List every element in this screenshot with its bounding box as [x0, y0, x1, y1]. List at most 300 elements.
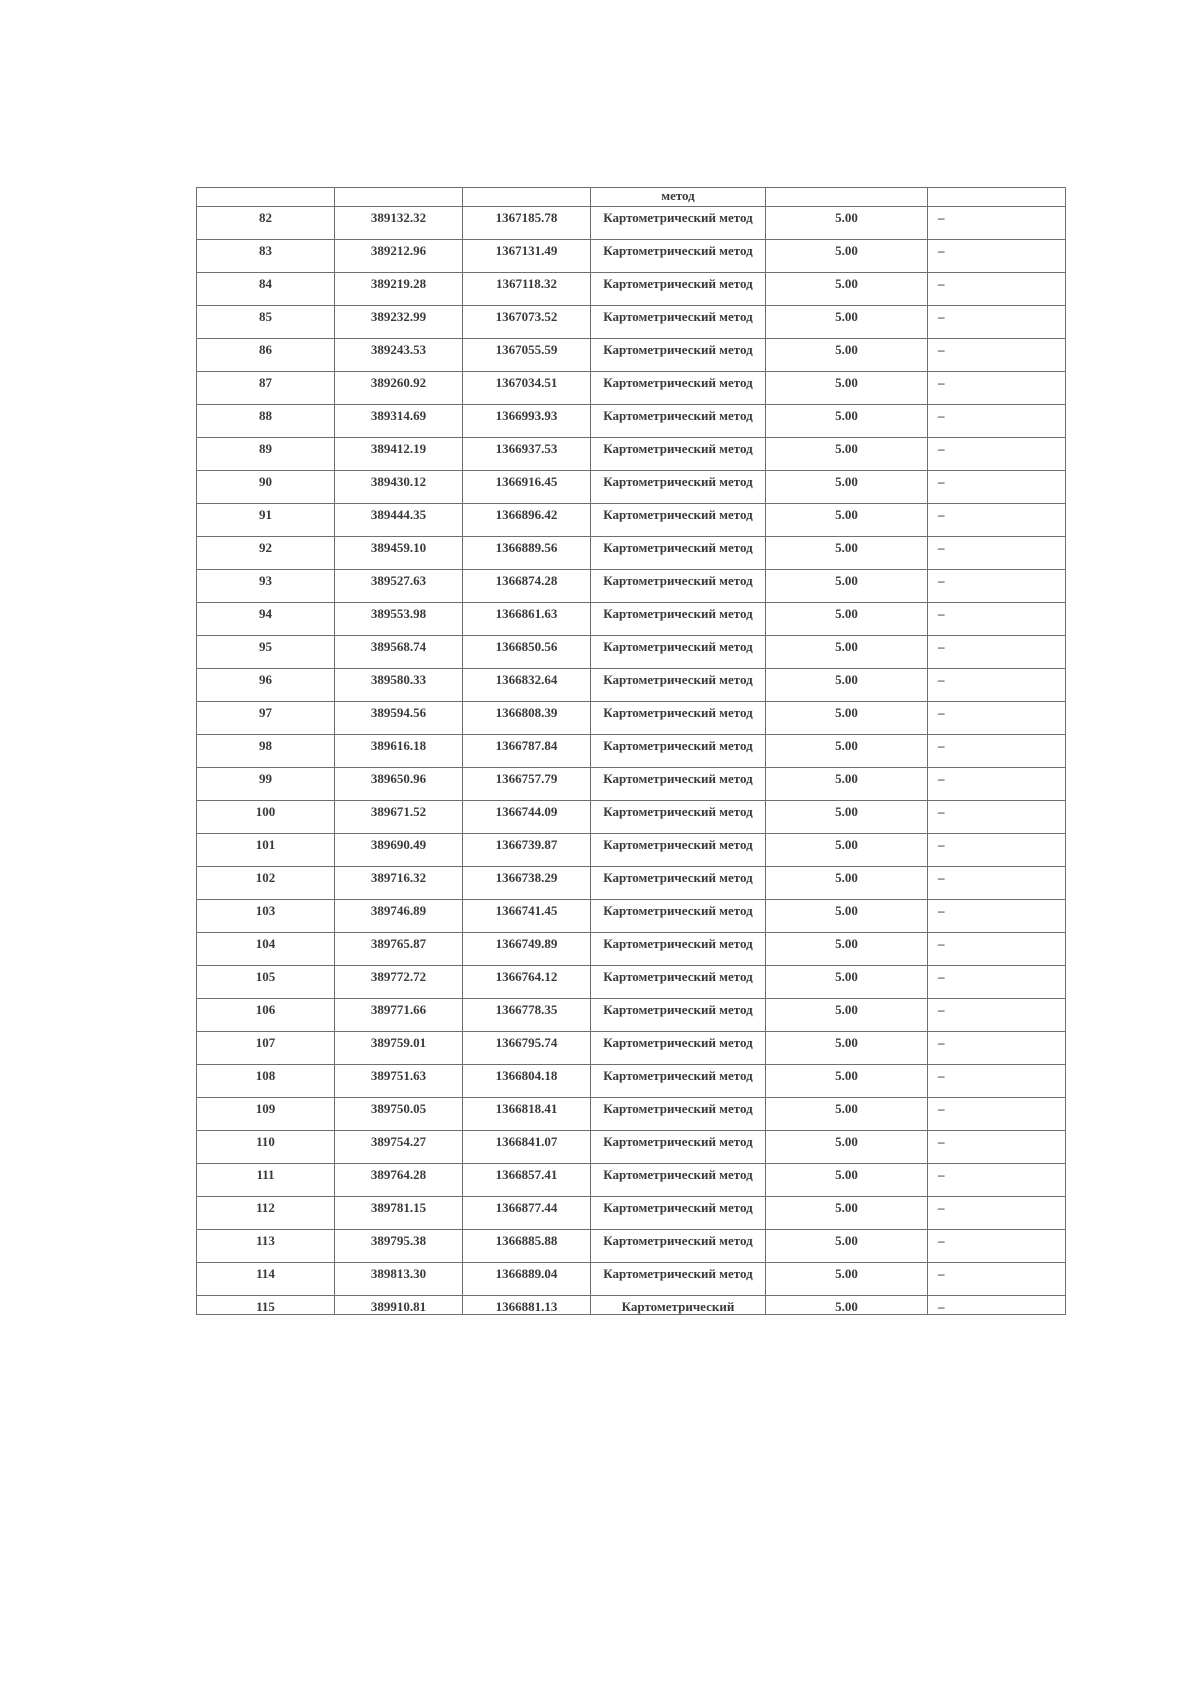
cell-x-text: 389690.49	[370, 837, 427, 852]
cell-x-text: 389671.52	[370, 804, 427, 819]
cell-method-text: Картометрический метод	[603, 1266, 753, 1281]
cell-precision-text: 5.00	[835, 804, 858, 819]
cell-description-text: –	[938, 804, 945, 819]
cell-y-text: 1366749.89	[495, 936, 558, 951]
cell-precision	[766, 933, 928, 966]
cell-y-text: 1366937.53	[495, 441, 558, 456]
table-row	[197, 702, 1066, 735]
cell-precision-text: 5.00	[835, 441, 858, 456]
cell-y	[463, 188, 591, 207]
cell-point-number-text: 96	[259, 672, 272, 687]
cell-x-text: 389580.33	[370, 672, 427, 687]
cell-precision	[766, 1131, 928, 1164]
cell-point-number	[197, 1263, 335, 1296]
cell-description-text: –	[938, 210, 945, 225]
cell-x	[335, 966, 463, 999]
cell-description	[928, 933, 1066, 966]
cell-precision-text: 5.00	[835, 1167, 858, 1182]
cell-point-number	[197, 933, 335, 966]
table-row	[197, 1164, 1066, 1197]
cell-x	[335, 1098, 463, 1131]
cell-method	[591, 207, 766, 240]
table-row	[197, 339, 1066, 372]
table-row	[197, 669, 1066, 702]
cell-precision-text: 5.00	[835, 1101, 858, 1116]
cell-x	[335, 438, 463, 471]
cell-description	[928, 1296, 1066, 1315]
cell-x	[335, 372, 463, 405]
cell-description	[928, 966, 1066, 999]
cell-point-number	[197, 636, 335, 669]
cell-point-number-text: 112	[256, 1200, 275, 1215]
cell-method	[591, 537, 766, 570]
table-row	[197, 504, 1066, 537]
cell-method	[591, 438, 766, 471]
cell-method-text: Картометрический метод	[603, 1233, 753, 1248]
cell-point-number-text: 104	[255, 936, 276, 951]
cell-method	[591, 1131, 766, 1164]
cell-point-number-text: 110	[256, 1134, 275, 1149]
cell-method-text: Картометрический метод	[603, 969, 753, 984]
cell-x-text: 389568.74	[370, 639, 427, 654]
cell-description	[928, 999, 1066, 1032]
cell-point-number	[197, 1131, 335, 1164]
cell-y-text: 1366739.87	[495, 837, 558, 852]
cell-method-text: Картометрический метод	[603, 276, 753, 291]
table-row	[197, 405, 1066, 438]
cell-description	[928, 504, 1066, 537]
cell-precision-text: 5.00	[835, 474, 858, 489]
cell-method-text: Картометрический метод	[603, 408, 753, 423]
cell-point-number-text: 82	[259, 210, 272, 225]
cell-x	[335, 1197, 463, 1230]
cell-method-text: Картометрический метод	[603, 1167, 753, 1182]
cell-point-number	[197, 273, 335, 306]
cell-method	[591, 834, 766, 867]
cell-precision-text: 5.00	[835, 1200, 858, 1215]
cell-description-text: –	[938, 474, 945, 489]
cell-point-number	[197, 834, 335, 867]
cell-method-text: Картометрический метод	[603, 1035, 753, 1050]
cell-method	[591, 273, 766, 306]
cell-y-text: 1366841.07	[495, 1134, 558, 1149]
cell-description-text: –	[938, 705, 945, 720]
cell-description	[928, 1032, 1066, 1065]
cell-method	[591, 669, 766, 702]
cell-description	[928, 1098, 1066, 1131]
cell-point-number	[197, 1197, 335, 1230]
cell-x	[335, 240, 463, 273]
cell-precision-text: 5.00	[835, 738, 858, 753]
cell-description	[928, 603, 1066, 636]
table-row	[197, 1065, 1066, 1098]
cell-x-text: 389430.12	[370, 474, 427, 489]
table-row	[197, 801, 1066, 834]
cell-method	[591, 372, 766, 405]
cell-x	[335, 933, 463, 966]
cell-precision	[766, 273, 928, 306]
cell-method	[591, 768, 766, 801]
coordinates-table	[196, 187, 1066, 1315]
cell-description	[928, 207, 1066, 240]
cell-x-text: 389772.72	[370, 969, 427, 984]
cell-description-text: –	[938, 1266, 945, 1281]
cell-description	[928, 867, 1066, 900]
cell-y-text: 1366896.42	[495, 507, 558, 522]
cell-x-text: 389459.10	[370, 540, 427, 555]
cell-x-text: 389527.63	[370, 573, 427, 588]
cell-y-text: 1366889.04	[495, 1266, 558, 1281]
cell-point-number-text: 108	[255, 1068, 276, 1083]
cell-point-number	[197, 603, 335, 636]
cell-description-text: –	[938, 969, 945, 984]
cell-precision-text: 5.00	[835, 936, 858, 951]
cell-description	[928, 1197, 1066, 1230]
cell-description	[928, 570, 1066, 603]
cell-x-text: 389444.35	[370, 507, 427, 522]
cell-description-text: –	[938, 738, 945, 753]
cell-point-number	[197, 999, 335, 1032]
cell-point-number	[197, 669, 335, 702]
cell-description	[928, 1065, 1066, 1098]
cell-y	[463, 273, 591, 306]
cell-precision	[766, 603, 928, 636]
cell-method	[591, 1296, 766, 1315]
cell-x	[335, 405, 463, 438]
table-row	[197, 636, 1066, 669]
cell-y-text: 1366808.39	[495, 705, 558, 720]
cell-y-text: 1366744.09	[495, 804, 558, 819]
cell-y	[463, 570, 591, 603]
cell-point-number	[197, 1164, 335, 1197]
cell-method	[591, 1032, 766, 1065]
table-row-continued	[197, 188, 1066, 207]
cell-description	[928, 1230, 1066, 1263]
cell-method-text: Картометрический метод	[603, 342, 753, 357]
cell-x	[335, 504, 463, 537]
cell-point-number	[197, 1065, 335, 1098]
cell-precision	[766, 188, 928, 207]
cell-method-text: Картометрический метод	[603, 309, 753, 324]
cell-y-text: 1366738.29	[495, 870, 558, 885]
cell-description-text: –	[938, 771, 945, 786]
cell-point-number-text: 83	[259, 243, 272, 258]
cell-description	[928, 1131, 1066, 1164]
cell-y	[463, 504, 591, 537]
cell-x-text: 389594.56	[370, 705, 427, 720]
cell-y	[463, 240, 591, 273]
cell-point-number-text: 102	[255, 870, 276, 885]
cell-precision	[766, 207, 928, 240]
cell-precision	[766, 1164, 928, 1197]
cell-method	[591, 1164, 766, 1197]
cell-description	[928, 372, 1066, 405]
cell-method	[591, 999, 766, 1032]
cell-precision	[766, 537, 928, 570]
cell-y	[463, 603, 591, 636]
cell-y-text: 1366795.74	[495, 1035, 558, 1050]
cell-point-number-text: 107	[255, 1035, 276, 1050]
cell-x	[335, 471, 463, 504]
cell-description	[928, 702, 1066, 735]
cell-y-text: 1366881.13	[495, 1299, 558, 1314]
cell-method	[591, 405, 766, 438]
cell-precision-text: 5.00	[835, 969, 858, 984]
cell-precision-text: 5.00	[835, 243, 858, 258]
cell-method	[591, 1230, 766, 1263]
cell-description-text: –	[938, 276, 945, 291]
cell-precision	[766, 702, 928, 735]
cell-description-text: –	[938, 342, 945, 357]
cell-method-text: Картометрический метод	[603, 606, 753, 621]
cell-method: метод	[591, 188, 766, 207]
cell-description-text: –	[938, 903, 945, 918]
cell-y	[463, 801, 591, 834]
cell-description	[928, 834, 1066, 867]
cell-precision	[766, 1230, 928, 1263]
cell-y	[463, 834, 591, 867]
table-row	[197, 471, 1066, 504]
cell-precision-text: 5.00	[835, 705, 858, 720]
cell-description-text: –	[938, 837, 945, 852]
cell-y-text: 1366778.35	[495, 1002, 558, 1017]
cell-y	[463, 405, 591, 438]
cell-point-number-text: 84	[259, 276, 272, 291]
cell-description	[928, 273, 1066, 306]
cell-description-text: –	[938, 1233, 945, 1248]
cell-precision-text: 5.00	[835, 210, 858, 225]
table-row	[197, 933, 1066, 966]
cell-x	[335, 636, 463, 669]
cell-point-number-text: 95	[259, 639, 272, 654]
cell-y	[463, 1164, 591, 1197]
cell-y	[463, 207, 591, 240]
cell-x	[335, 1263, 463, 1296]
cell-method-text: Картометрический метод	[603, 1002, 753, 1017]
table-row	[197, 1098, 1066, 1131]
cell-description-text: –	[938, 408, 945, 423]
cell-precision-text: 5.00	[835, 1035, 858, 1050]
cell-description-text: –	[938, 375, 945, 390]
cell-y-text: 1367055.59	[495, 342, 558, 357]
cell-x-text: 389243.53	[370, 342, 427, 357]
cell-x-text: 389553.98	[370, 606, 427, 621]
cell-y-text: 1367131.49	[495, 243, 558, 258]
cell-method-text: Картометрический метод	[603, 837, 753, 852]
cell-method-text: Картометрический метод	[603, 639, 753, 654]
cell-x	[335, 1164, 463, 1197]
cell-method-text: Картометрический метод	[603, 375, 753, 390]
cell-precision-text: 5.00	[835, 507, 858, 522]
cell-precision-text: 5.00	[835, 1299, 858, 1314]
cell-y-text: 1367118.32	[495, 276, 558, 291]
cell-method-text: Картометрический метод	[603, 210, 753, 225]
cell-x-text: 389412.19	[370, 441, 427, 456]
cell-method-text: Картометрический метод	[603, 705, 753, 720]
cell-precision-text: 5.00	[835, 1002, 858, 1017]
cell-y-text: 1367185.78	[495, 210, 558, 225]
cell-method-text: Картометрический метод	[603, 573, 753, 588]
cell-x-text: 389781.15	[370, 1200, 427, 1215]
cell-x-text: 389232.99	[370, 309, 427, 324]
cell-point-number-text: 97	[259, 705, 272, 720]
table-row	[197, 240, 1066, 273]
cell-precision-text: 5.00	[835, 276, 858, 291]
cell-precision	[766, 339, 928, 372]
cell-method-text: Картометрический	[621, 1299, 735, 1314]
cell-precision-text: 5.00	[835, 672, 858, 687]
cell-point-number	[197, 188, 335, 207]
table-row	[197, 999, 1066, 1032]
cell-y-text: 1366916.45	[495, 474, 558, 489]
cell-method	[591, 603, 766, 636]
table-row	[197, 306, 1066, 339]
cell-point-number-text: 114	[256, 1266, 275, 1281]
cell-point-number	[197, 372, 335, 405]
table-row	[197, 570, 1066, 603]
cell-precision	[766, 1065, 928, 1098]
cell-x	[335, 999, 463, 1032]
table-row	[197, 1032, 1066, 1065]
table-row	[197, 867, 1066, 900]
cell-method	[591, 1065, 766, 1098]
cell-point-number-text: 91	[259, 507, 272, 522]
cell-precision	[766, 966, 928, 999]
cell-point-number	[197, 306, 335, 339]
cell-description-text: –	[938, 309, 945, 324]
table-row	[197, 438, 1066, 471]
cell-x	[335, 669, 463, 702]
cell-method	[591, 1263, 766, 1296]
cell-method-text: Картометрический метод	[603, 903, 753, 918]
cell-method	[591, 471, 766, 504]
cell-method	[591, 504, 766, 537]
cell-point-number	[197, 900, 335, 933]
cell-point-number	[197, 1296, 335, 1315]
cell-y-text: 1366885.88	[495, 1233, 558, 1248]
cell-description	[928, 405, 1066, 438]
cell-description	[928, 669, 1066, 702]
cell-precision-text: 5.00	[835, 375, 858, 390]
cell-description-text: –	[938, 1200, 945, 1215]
cell-description-text: –	[938, 1167, 945, 1182]
cell-x-text: 389132.32	[370, 210, 427, 225]
cell-precision	[766, 240, 928, 273]
cell-y	[463, 1230, 591, 1263]
cell-point-number-text: 87	[259, 375, 272, 390]
cell-point-number-text: 109	[255, 1101, 276, 1116]
cell-precision-text: 5.00	[835, 606, 858, 621]
cell-point-number-text: 93	[259, 573, 272, 588]
cell-x	[335, 702, 463, 735]
cell-y-text: 1366850.56	[495, 639, 558, 654]
cell-x	[335, 1032, 463, 1065]
cell-y-text: 1366874.28	[495, 573, 558, 588]
cell-precision-text: 5.00	[835, 309, 858, 324]
cell-description	[928, 801, 1066, 834]
cell-precision-text: 5.00	[835, 1134, 858, 1149]
table-row	[197, 603, 1066, 636]
cell-y-text: 1366857.41	[495, 1167, 558, 1182]
cell-precision-text: 5.00	[835, 903, 858, 918]
cell-point-number-text: 101	[255, 837, 276, 852]
cell-y-text: 1367034.51	[495, 375, 558, 390]
cell-description-text: –	[938, 1134, 945, 1149]
cell-method-text: Картометрический метод	[603, 1134, 753, 1149]
cell-x-text: 389795.38	[370, 1233, 427, 1248]
cell-precision	[766, 900, 928, 933]
cell-description-text: –	[938, 870, 945, 885]
cell-method	[591, 867, 766, 900]
cell-method	[591, 735, 766, 768]
cell-y-text: 1366787.84	[495, 738, 558, 753]
cell-x-text: 389260.92	[370, 375, 427, 390]
cell-description-text: –	[938, 507, 945, 522]
cell-x	[335, 834, 463, 867]
cell-method-text: Картометрический метод	[603, 1068, 753, 1083]
cell-precision-text: 5.00	[835, 408, 858, 423]
cell-point-number-text: 88	[259, 408, 272, 423]
cell-method	[591, 636, 766, 669]
cell-y	[463, 735, 591, 768]
table-row	[197, 207, 1066, 240]
cell-method-text: Картометрический метод	[603, 804, 753, 819]
cell-method	[591, 900, 766, 933]
cell-y-text: 1366993.93	[495, 408, 558, 423]
cell-point-number-text: 92	[259, 540, 272, 555]
cell-x-text: 389754.27	[370, 1134, 427, 1149]
cell-description	[928, 306, 1066, 339]
cell-description	[928, 1164, 1066, 1197]
cell-x	[335, 768, 463, 801]
cell-description	[928, 240, 1066, 273]
cell-precision	[766, 1296, 928, 1315]
cell-point-number	[197, 1032, 335, 1065]
cell-description-text: –	[938, 540, 945, 555]
cell-y-text: 1366804.18	[495, 1068, 558, 1083]
cell-method	[591, 966, 766, 999]
cell-point-number	[197, 801, 335, 834]
cell-x	[335, 537, 463, 570]
cell-precision	[766, 471, 928, 504]
cell-point-number-text: 85	[259, 309, 272, 324]
cell-precision	[766, 570, 928, 603]
table-row	[197, 966, 1066, 999]
cell-x-text: 389616.18	[370, 738, 427, 753]
table-row	[197, 1230, 1066, 1263]
cell-x-text: 389910.81	[370, 1299, 427, 1314]
cell-method-text: Картометрический метод	[603, 771, 753, 786]
table-row	[197, 537, 1066, 570]
cell-precision-text: 5.00	[835, 639, 858, 654]
cell-method	[591, 1197, 766, 1230]
cell-x-text: 389314.69	[370, 408, 427, 423]
coordinates-table-body	[197, 188, 1066, 1315]
cell-point-number-text: 103	[255, 903, 276, 918]
cell-y-text: 1366741.45	[495, 903, 558, 918]
cell-precision-text: 5.00	[835, 342, 858, 357]
cell-description	[928, 636, 1066, 669]
cell-point-number-text: 100	[255, 804, 276, 819]
cell-precision	[766, 438, 928, 471]
cell-x	[335, 735, 463, 768]
cell-method-text: Картометрический метод	[603, 243, 753, 258]
cell-y	[463, 438, 591, 471]
cell-y-text: 1366832.64	[495, 672, 558, 687]
cell-precision	[766, 834, 928, 867]
cell-precision-text: 5.00	[835, 540, 858, 555]
cell-method-text: Картометрический метод	[603, 540, 753, 555]
